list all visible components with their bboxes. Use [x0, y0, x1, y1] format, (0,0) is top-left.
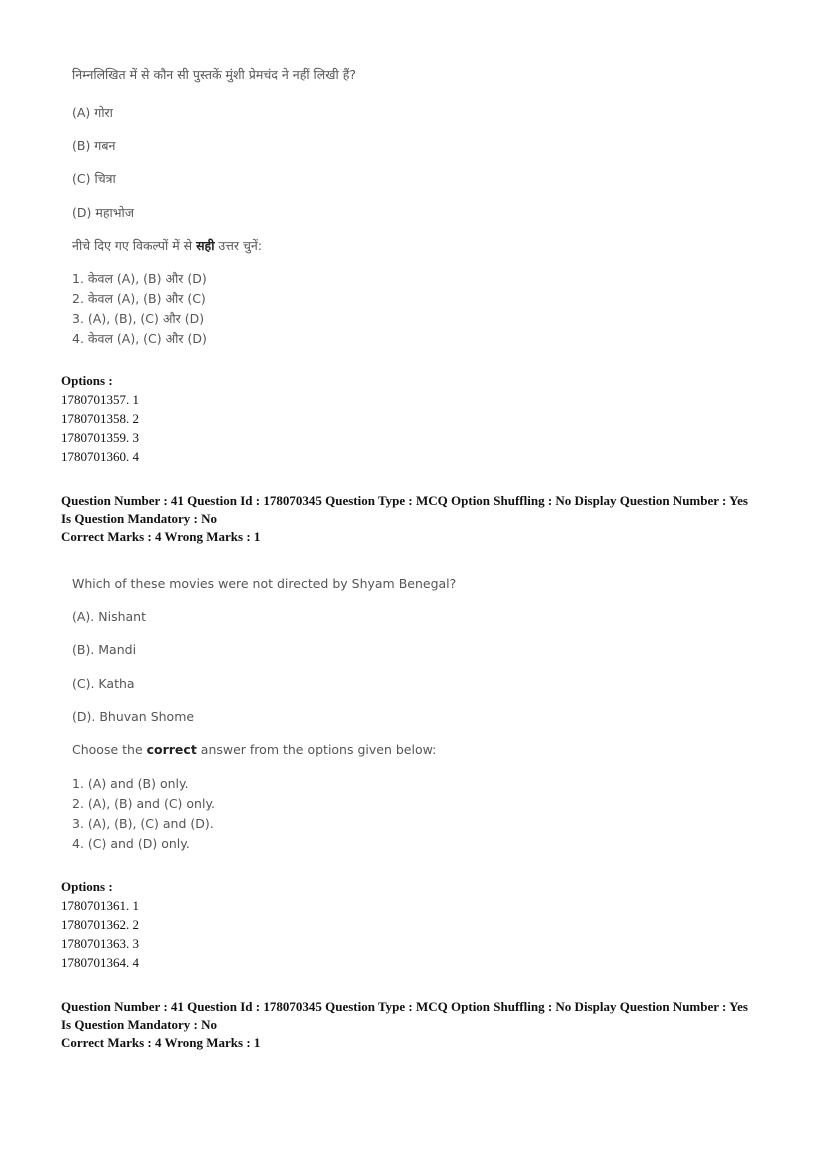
question-2-item-b: (B). Mandi — [72, 642, 137, 657]
question-1-choice-2: 2. केवल (A), (B) और (C) — [72, 291, 206, 306]
meta-2-line-2: Is Question Mandatory : No — [61, 1017, 218, 1032]
options-1-label: Options : — [61, 373, 113, 388]
option-2-2: 1780701362. 2 — [61, 917, 139, 932]
question-1-choice-4: 4. केवल (A), (C) और (D) — [72, 331, 207, 346]
question-1-item-a: (A) गोरा — [72, 105, 113, 120]
meta-1-line-3: Correct Marks : 4 Wrong Marks : 1 — [61, 529, 261, 544]
question-2-item-a: (A). Nishant — [72, 609, 146, 624]
question-2-choice-3: 3. (A), (B), (C) and (D). — [72, 816, 214, 831]
option-2-3: 1780701363. 3 — [61, 936, 139, 951]
meta-2-line-1: Question Number : 41 Question Id : 178070345 Question Type : MCQ Option Shuffling : No Display Question Number : Yes — [61, 999, 748, 1014]
question-2-instruction — [72, 742, 436, 757]
question-2-choice-1: 1. (A) and (B) only. — [72, 776, 189, 791]
option-1-2: 1780701358. 2 — [61, 411, 139, 426]
question-1-choice-1: 1. केवल (A), (B) और (D) — [72, 271, 207, 286]
options-1-block — [61, 371, 139, 466]
question-1-instruction — [72, 237, 262, 254]
option-2-1: 1780701361. 1 — [61, 898, 139, 913]
option-1-4: 1780701360. 4 — [61, 449, 139, 464]
question-1-item-b: (B) गबन — [72, 138, 116, 153]
question-2-choice-4: 4. (C) and (D) only. — [72, 836, 190, 851]
question-2-choice-2: 2. (A), (B) and (C) only. — [72, 796, 216, 811]
instruction-post: answer from the options given below: — [196, 742, 437, 757]
question-2-item-d: (D). Bhuvan Shome — [72, 709, 195, 724]
question-2-item-c: (C). Katha — [72, 676, 135, 691]
instruction-pre: नीचे दिए गए विकल्पों में से — [72, 238, 197, 253]
options-2-block — [61, 877, 139, 972]
instruction-post: उत्तर चुनें: — [214, 238, 263, 253]
instruction-bold: correct — [146, 742, 197, 757]
question-1-item-d: (D) महाभोज — [72, 205, 135, 220]
question-2-text: Which of these movies were not directed by Shyam Benegal? — [72, 576, 457, 591]
meta-1-line-2: Is Question Mandatory : No — [61, 511, 218, 526]
option-1-1: 1780701357. 1 — [61, 392, 139, 407]
option-1-3: 1780701359. 3 — [61, 430, 139, 445]
question-meta-1 — [61, 492, 748, 546]
question-1-choice-3: 3. (A), (B), (C) और (D) — [72, 311, 205, 326]
question-meta-2 — [61, 998, 748, 1052]
instruction-pre: Choose the — [72, 742, 147, 757]
meta-1-line-1: Question Number : 41 Question Id : 178070345 Question Type : MCQ Option Shuffling : No Display Question Number : Yes — [61, 493, 748, 508]
question-1-text: निम्नलिखित में से कौन सी पुस्तकें मुंशी प्रेमचंद ने नहीं लिखी हैं? — [72, 67, 356, 82]
options-2-label: Options : — [61, 879, 113, 894]
instruction-bold: सही — [196, 238, 215, 253]
question-1-item-c: (C) चित्रा — [72, 171, 116, 186]
meta-2-line-3: Correct Marks : 4 Wrong Marks : 1 — [61, 1035, 261, 1050]
option-2-4: 1780701364. 4 — [61, 955, 139, 970]
